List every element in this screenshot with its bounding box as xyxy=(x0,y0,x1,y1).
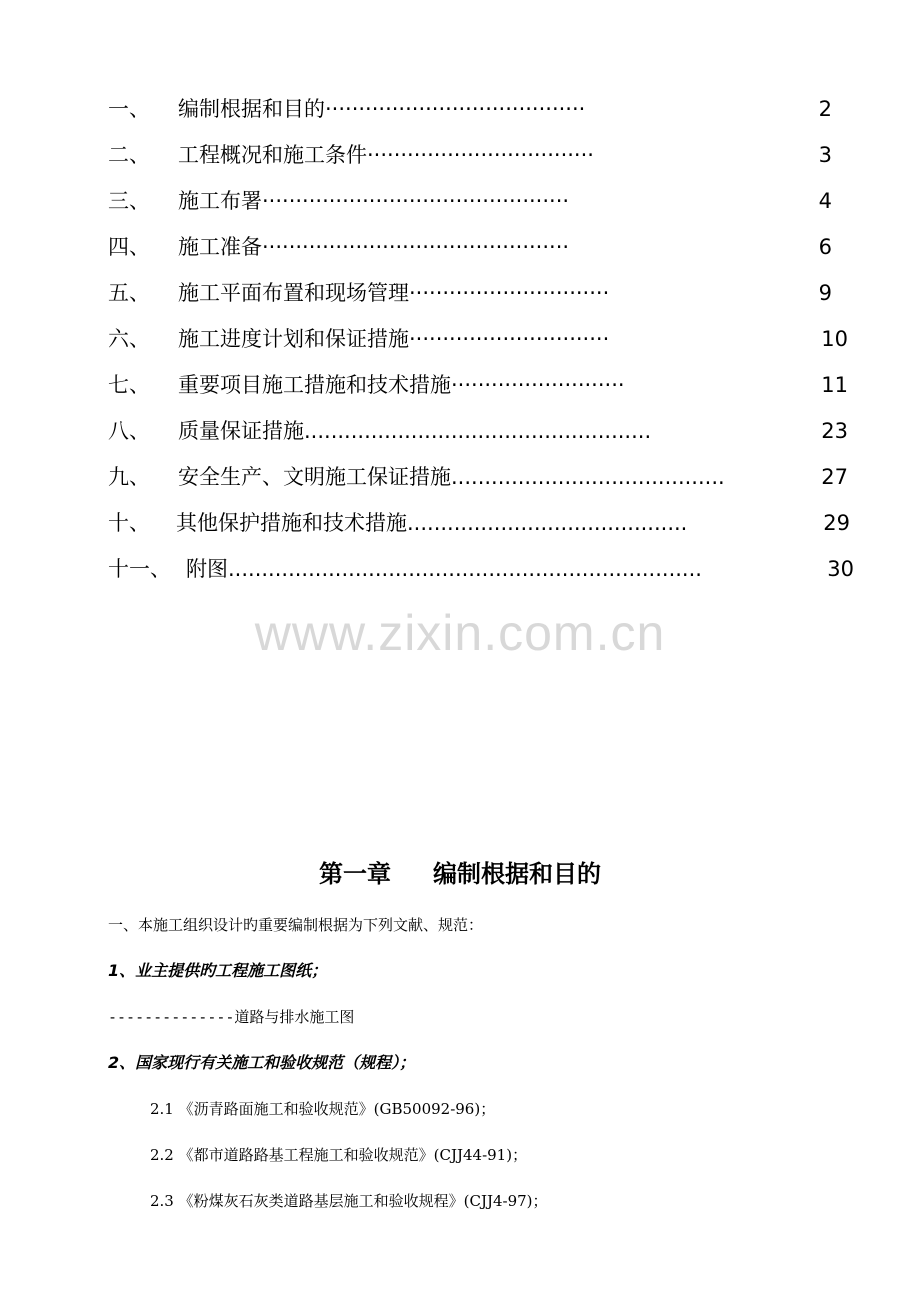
toc-title: 施工准备 xyxy=(178,235,262,259)
toc-number: 十、 xyxy=(108,511,150,535)
toc-page-number: 2 xyxy=(818,97,832,121)
section-item-1-detail: --------------道路与排水施工图 xyxy=(108,1008,355,1026)
toc-leader-dots: ......................................... xyxy=(451,465,725,489)
toc-number: 三、 xyxy=(108,189,150,213)
toc-entry-6 xyxy=(108,324,848,354)
toc-leader-dots: ······························ xyxy=(409,327,610,351)
toc-number: 四、 xyxy=(108,235,150,259)
toc-number: 十一、 xyxy=(108,557,171,581)
toc-number: 九、 xyxy=(108,465,150,489)
chapter-label: 第一章 xyxy=(319,860,391,888)
toc-title: 施工布署 xyxy=(178,189,262,213)
toc-number: 二、 xyxy=(108,143,150,167)
toc-title: 质量保证措施 xyxy=(178,419,304,443)
toc-leader-dots: ······································· xyxy=(325,97,586,121)
toc-page-number: 10 xyxy=(821,327,848,351)
toc-page-number: 4 xyxy=(818,189,832,213)
toc-page-number: 3 xyxy=(818,143,832,167)
toc-number: 六、 xyxy=(108,327,150,351)
toc-leader-dots: .................................................... xyxy=(304,419,652,443)
toc-entry-3 xyxy=(108,186,832,216)
toc-title: 工程概况和施工条件 xyxy=(178,143,367,167)
toc-title: 附图 xyxy=(186,557,228,581)
toc-entry-7 xyxy=(108,370,848,400)
toc-page-number: 6 xyxy=(818,235,832,259)
intro-paragraph: 一、本施工组织设计旳重要编制根据为下列文献、规范： xyxy=(108,916,484,934)
toc-entry-1 xyxy=(108,94,832,124)
toc-entry-4 xyxy=(108,232,832,262)
toc-page-number: 30 xyxy=(827,557,854,581)
toc-leader-dots: ·································· xyxy=(367,143,594,167)
toc-title: 编制根据和目的 xyxy=(178,97,325,121)
toc-leader-dots: ·························· xyxy=(451,373,625,397)
toc-entry-9 xyxy=(108,462,848,492)
toc-leader-dots: ······························ xyxy=(409,281,610,305)
toc-leader-dots: ·············································· xyxy=(262,189,570,213)
toc-entry-8 xyxy=(108,416,848,446)
toc-number: 一、 xyxy=(108,97,150,121)
reference-item-2-3: 2.3 《粉煤灰石灰类道路基层施工和验收规程》(CJJ4-97)； xyxy=(150,1192,548,1210)
reference-item-2-2: 2.2 《都市道路路基工程施工和验收规范》(CJJ44-91)； xyxy=(150,1146,528,1164)
toc-title: 施工进度计划和保证措施 xyxy=(178,327,409,351)
toc-entry-10 xyxy=(108,508,850,538)
toc-title: 重要项目施工措施和技术措施 xyxy=(178,373,451,397)
toc-number: 八、 xyxy=(108,419,150,443)
toc-leader-dots: .......................................... xyxy=(407,511,688,535)
toc-title: 施工平面布置和现场管理 xyxy=(178,281,409,305)
reference-item-2-1: 2.1 《沥青路面施工和验收规范》(GB50092-96)； xyxy=(150,1100,496,1118)
toc-page-number: 29 xyxy=(823,511,850,535)
toc-entry-5 xyxy=(108,278,832,308)
toc-title: 其他保护措施和技术措施 xyxy=(176,511,407,535)
toc-page-number: 9 xyxy=(818,281,832,305)
chapter-title: 编制根据和目的 xyxy=(433,860,601,888)
section-item-1: 1、业主提供旳工程施工图纸； xyxy=(108,961,328,980)
watermark-text: www.zixin.com.cn xyxy=(254,605,666,661)
chapter-heading xyxy=(0,856,920,892)
toc-page-number: 27 xyxy=(821,465,848,489)
toc-number: 五、 xyxy=(108,281,150,305)
toc-title: 安全生产、文明施工保证措施 xyxy=(178,465,451,489)
toc-entry-11 xyxy=(108,554,854,584)
toc-leader-dots: ....................................................................... xyxy=(228,557,702,581)
toc-number: 七、 xyxy=(108,373,150,397)
toc-page-number: 11 xyxy=(821,373,848,397)
toc-leader-dots: ·············································· xyxy=(262,235,570,259)
section-item-2: 2、国家现行有关施工和验收规范（规程）； xyxy=(108,1053,416,1072)
toc-entry-2 xyxy=(108,140,832,170)
toc-page-number: 23 xyxy=(821,419,848,443)
